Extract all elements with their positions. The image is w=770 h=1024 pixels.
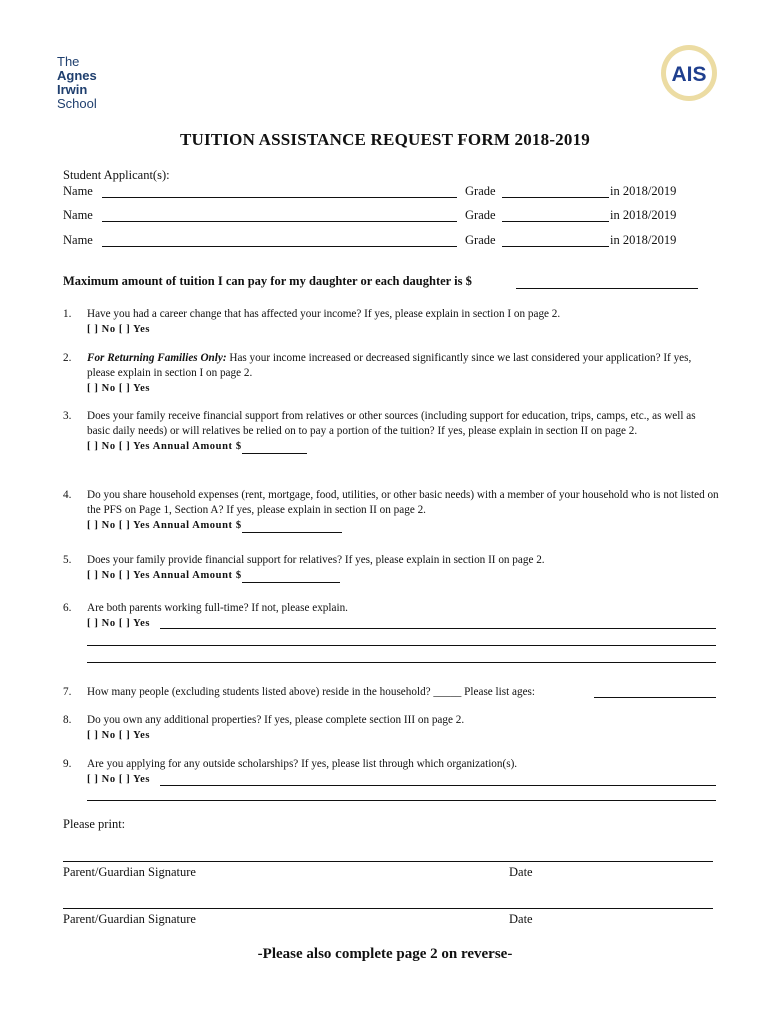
- name-label-3: Name: [63, 233, 93, 247]
- question-text: Do you share household expenses (rent, mortgage, food, utilities, or other basic needs) with a member of your household who is not listed on the PFS on Page 1, Section A? If yes, please explain in section II on page 2.: [87, 489, 719, 516]
- question-text: Do you own any additional properties? If yes, please complete section III on page 2.: [87, 714, 465, 726]
- max-tuition-field[interactable]: [516, 288, 698, 289]
- name-label-2: Name: [63, 208, 93, 222]
- explain-line-3[interactable]: [87, 662, 716, 663]
- date-label-2: Date: [509, 912, 533, 926]
- yes-no-options[interactable]: [ ] No [ ] Yes: [87, 324, 151, 335]
- page-footer-note: -Please also complete page 2 on reverse-: [257, 946, 513, 962]
- yes-no-amount-options[interactable]: [ ] No [ ] Yes Annual Amount $: [87, 520, 242, 531]
- logo-line-agnes: Agnes: [57, 68, 97, 83]
- name-field-3[interactable]: [102, 246, 457, 247]
- explain-line-2[interactable]: [87, 645, 716, 646]
- question-number: 7.: [63, 686, 72, 698]
- date-label-1: Date: [509, 865, 533, 879]
- question-text: Has your income increased or decreased significantly since we last considered your application? If yes, please explain in section I on page 2.: [87, 352, 692, 379]
- question-4: [63, 488, 723, 534]
- question-number: 1.: [63, 308, 72, 320]
- name-label-1: Name: [63, 184, 93, 198]
- yes-no-options[interactable]: [ ] No [ ] Yes: [87, 774, 151, 785]
- organization-line-1[interactable]: [160, 785, 716, 786]
- ages-field[interactable]: [594, 697, 716, 698]
- grade-field-3[interactable]: [502, 246, 609, 247]
- question-number: 5.: [63, 554, 72, 566]
- question-number: 3.: [63, 410, 72, 422]
- question-number: 2.: [63, 352, 72, 364]
- annual-amount-field[interactable]: [242, 520, 342, 533]
- question-8: [63, 713, 723, 745]
- organization-line-2[interactable]: [87, 800, 716, 801]
- question-text: Are you applying for any outside scholarships? If yes, please list through which organization(s).: [87, 758, 518, 770]
- yes-no-options[interactable]: [ ] No [ ] Yes: [87, 730, 151, 741]
- question-5: [63, 553, 723, 585]
- yes-no-amount-options[interactable]: [ ] No [ ] Yes Annual Amount $: [87, 441, 242, 452]
- grade-label-2: Grade: [465, 208, 496, 222]
- year-label-2: in 2018/2019: [610, 208, 677, 222]
- question-number: 8.: [63, 714, 72, 726]
- annual-amount-field[interactable]: [242, 441, 307, 454]
- question-number: 9.: [63, 758, 72, 770]
- please-print-label: Please print:: [63, 817, 126, 831]
- logo-line-irwin: Irwin: [57, 82, 88, 97]
- grade-label-3: Grade: [465, 233, 496, 247]
- question-7: [63, 685, 723, 701]
- question-text: Does your family receive financial support from relatives or other sources (including support for education, trips, camps, etc., as well as basic daily needs) or will relatives be relied on to pay a portion of the tuition? If yes, please explain in section II on page 2.: [87, 410, 696, 437]
- form-title: TUITION ASSISTANCE REQUEST FORM 2018-2019: [180, 130, 590, 149]
- signature-line-1[interactable]: [63, 861, 713, 862]
- question-text: Does your family provide financial support for relatives? If yes, please explain in section II on page 2.: [87, 554, 545, 566]
- question-text: Have you had a career change that has affected your income? If yes, please explain in section I on page 2.: [87, 308, 561, 320]
- logo-line-school: School: [57, 96, 97, 111]
- question-number: 6.: [63, 602, 72, 614]
- signature-line-2[interactable]: [63, 908, 713, 909]
- grade-field-1[interactable]: [502, 197, 609, 198]
- explain-line-1[interactable]: [160, 628, 716, 629]
- question-text: Are both parents working full-time? If not, please explain.: [87, 602, 348, 614]
- annual-amount-field[interactable]: [242, 570, 340, 583]
- seal-lettering: AIS: [671, 63, 707, 86]
- yes-no-options[interactable]: [ ] No [ ] Yes: [87, 383, 151, 394]
- yes-no-options[interactable]: [ ] No [ ] Yes: [87, 618, 151, 629]
- signature-label-2: Parent/Guardian Signature: [63, 912, 196, 926]
- signature-label-1: Parent/Guardian Signature: [63, 865, 196, 879]
- school-seal-icon: [660, 44, 718, 102]
- grade-field-2[interactable]: [502, 221, 609, 222]
- year-label-3: in 2018/2019: [610, 233, 677, 247]
- returning-families-lead: For Returning Families Only:: [87, 352, 227, 364]
- name-field-2[interactable]: [102, 221, 457, 222]
- applicants-heading: Student Applicant(s):: [63, 168, 170, 182]
- question-number: 4.: [63, 489, 72, 501]
- name-field-1[interactable]: [102, 197, 457, 198]
- year-label-1: in 2018/2019: [610, 184, 677, 198]
- grade-label-1: Grade: [465, 184, 496, 198]
- logo-line-the: The: [57, 54, 80, 69]
- question-1: [63, 307, 723, 339]
- question-text: How many people (excluding students listed above) reside in the household? _____ Please list ages:: [87, 686, 536, 698]
- yes-no-amount-options[interactable]: [ ] No [ ] Yes Annual Amount $: [87, 570, 242, 581]
- question-3: [63, 409, 723, 471]
- school-logo-text: [57, 55, 97, 111]
- max-tuition-label: Maximum amount of tuition I can pay for my daughter or each daughter is $: [63, 274, 472, 288]
- question-2: [63, 351, 723, 397]
